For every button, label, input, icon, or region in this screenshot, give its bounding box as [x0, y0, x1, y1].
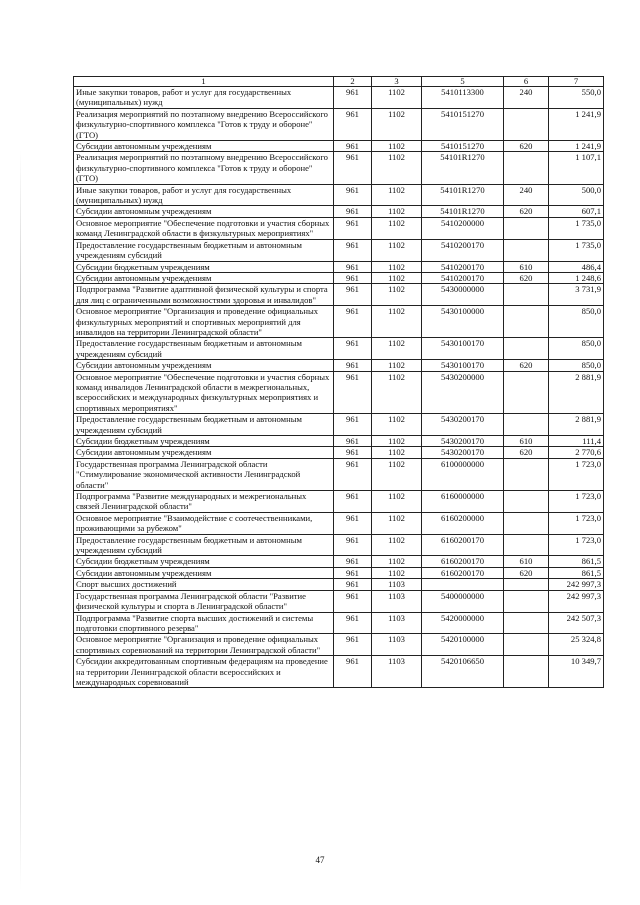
- table-row: [74, 590, 604, 612]
- cell-amount: 2 770,6: [549, 447, 604, 458]
- table-body: [74, 87, 604, 688]
- cell-name: Субсидии автономным учреждениям: [74, 141, 334, 152]
- cell-target-code: 5410151270: [422, 141, 504, 152]
- cell-amount: 10 349,7: [549, 656, 604, 688]
- cell-name: Основное мероприятие "Организация и проведение официальных физкультурных мероприятий и спортивных мероприятий для инвалидов на территории Ленинградской области": [74, 306, 334, 338]
- cell-name: Основное мероприятие "Организация и проведение официальных спортивных соревнований на территории Ленинградской области": [74, 634, 334, 656]
- header-col-6: 6: [504, 77, 549, 87]
- cell-amount: 2 881,9: [549, 414, 604, 436]
- cell-expense-type: [504, 239, 549, 261]
- table-row: [74, 458, 604, 490]
- cell-target-code: 5420100000: [422, 634, 504, 656]
- page-number: 47: [315, 855, 325, 865]
- cell-name: Субсидии аккредитованным спортивным федерациям на проведение на территории Ленинградской области всероссийских и международных соревнований: [74, 656, 334, 688]
- cell-name: Предоставление государственным бюджетным и автономным учреждениям субсидий: [74, 534, 334, 556]
- cell-target-code: 5430200170: [422, 436, 504, 447]
- cell-section-code: 1102: [372, 371, 422, 414]
- table-row: [74, 360, 604, 371]
- cell-expense-type: [504, 512, 549, 534]
- table-row: [74, 512, 604, 534]
- cell-amount: 242 507,3: [549, 612, 604, 634]
- table-row: [74, 184, 604, 206]
- cell-section-code: 1102: [372, 447, 422, 458]
- cell-section-code: 1102: [372, 206, 422, 217]
- cell-section-code: 1103: [372, 656, 422, 688]
- cell-amount: 607,1: [549, 206, 604, 217]
- cell-section-code: 1102: [372, 217, 422, 239]
- cell-expense-type: [504, 579, 549, 590]
- cell-expense-type: [504, 108, 549, 140]
- cell-admin-code: 961: [334, 491, 372, 513]
- cell-name: Государственная программа Ленинградской области "Развитие физической культуры и спорта в Ленинградской области": [74, 590, 334, 612]
- table-row: [74, 152, 604, 184]
- cell-target-code: 5430200170: [422, 447, 504, 458]
- cell-admin-code: 961: [334, 184, 372, 206]
- cell-expense-type: 610: [504, 261, 549, 272]
- cell-section-code: 1102: [372, 261, 422, 272]
- table-row: [74, 656, 604, 688]
- cell-target-code: 54101R1270: [422, 184, 504, 206]
- cell-section-code: 1102: [372, 360, 422, 371]
- cell-name: Реализация мероприятий по поэтапному внедрению Всероссийского физкультурно-спортивного комплекса "Готов к труду и обороне" (ГТО): [74, 152, 334, 184]
- cell-amount: 25 324,8: [549, 634, 604, 656]
- table-row: [74, 239, 604, 261]
- cell-target-code: 5410151270: [422, 108, 504, 140]
- cell-target-code: 5430100170: [422, 360, 504, 371]
- cell-expense-type: 240: [504, 184, 549, 206]
- cell-target-code: 5430100170: [422, 338, 504, 360]
- table-row: [74, 261, 604, 272]
- cell-name: Спорт высших достижений: [74, 579, 334, 590]
- cell-amount: 850,0: [549, 306, 604, 338]
- cell-section-code: 1102: [372, 414, 422, 436]
- cell-admin-code: 961: [334, 284, 372, 306]
- cell-admin-code: 961: [334, 512, 372, 534]
- cell-amount: 1 107,1: [549, 152, 604, 184]
- cell-expense-type: [504, 217, 549, 239]
- cell-amount: 2 881,9: [549, 371, 604, 414]
- cell-expense-type: [504, 656, 549, 688]
- cell-admin-code: 961: [334, 206, 372, 217]
- cell-section-code: 1102: [372, 152, 422, 184]
- cell-section-code: 1102: [372, 87, 422, 109]
- cell-amount: 1 723,0: [549, 458, 604, 490]
- cell-admin-code: 961: [334, 239, 372, 261]
- cell-section-code: 1103: [372, 612, 422, 634]
- cell-admin-code: 961: [334, 261, 372, 272]
- cell-amount: 500,0: [549, 184, 604, 206]
- table-row: [74, 217, 604, 239]
- cell-admin-code: 961: [334, 360, 372, 371]
- cell-target-code: 54101R1270: [422, 206, 504, 217]
- table-row: [74, 612, 604, 634]
- header-col-5: 5: [422, 77, 504, 87]
- table-row: [74, 567, 604, 578]
- cell-admin-code: 961: [334, 436, 372, 447]
- table-row: [74, 284, 604, 306]
- cell-target-code: 5410200170: [422, 272, 504, 283]
- cell-admin-code: 961: [334, 567, 372, 578]
- cell-expense-type: 620: [504, 141, 549, 152]
- table-row: [74, 371, 604, 414]
- cell-admin-code: 961: [334, 590, 372, 612]
- table-row: [74, 338, 604, 360]
- cell-admin-code: 961: [334, 141, 372, 152]
- cell-amount: 242 997,3: [549, 579, 604, 590]
- cell-target-code: 5410200170: [422, 239, 504, 261]
- cell-target-code: 5410113300: [422, 87, 504, 109]
- cell-admin-code: 961: [334, 447, 372, 458]
- cell-amount: 850,0: [549, 360, 604, 371]
- cell-amount: 1 735,0: [549, 239, 604, 261]
- cell-amount: 861,5: [549, 567, 604, 578]
- cell-admin-code: 961: [334, 612, 372, 634]
- cell-section-code: 1102: [372, 239, 422, 261]
- cell-target-code: 6100000000: [422, 458, 504, 490]
- cell-name: Реализация мероприятий по поэтапному внедрению Всероссийского физкультурно-спортивного комплекса "Готов к труду и обороне" (ГТО): [74, 108, 334, 140]
- cell-target-code: 5430000000: [422, 284, 504, 306]
- cell-amount: 1 723,0: [549, 534, 604, 556]
- cell-expense-type: 620: [504, 567, 549, 578]
- cell-target-code: 54101R1270: [422, 152, 504, 184]
- cell-section-code: 1102: [372, 306, 422, 338]
- cell-admin-code: 961: [334, 338, 372, 360]
- cell-admin-code: 961: [334, 272, 372, 283]
- cell-admin-code: 961: [334, 371, 372, 414]
- table-row: [74, 447, 604, 458]
- cell-admin-code: 961: [334, 108, 372, 140]
- cell-target-code: 5430200170: [422, 414, 504, 436]
- cell-section-code: 1103: [372, 579, 422, 590]
- cell-name: Субсидии автономным учреждениям: [74, 272, 334, 283]
- cell-admin-code: 961: [334, 634, 372, 656]
- table-row: [74, 141, 604, 152]
- header-col-3: 3: [372, 77, 422, 87]
- cell-name: Предоставление государственным бюджетным и автономным учреждениям субсидий: [74, 239, 334, 261]
- cell-expense-type: [504, 284, 549, 306]
- table-row: [74, 579, 604, 590]
- cell-name: Предоставление государственным бюджетным и автономным учреждениям субсидий: [74, 338, 334, 360]
- cell-section-code: 1103: [372, 590, 422, 612]
- cell-amount: 1 241,9: [549, 108, 604, 140]
- cell-name: Субсидии автономным учреждениям: [74, 567, 334, 578]
- header-col-2: 2: [334, 77, 372, 87]
- cell-amount: 850,0: [549, 338, 604, 360]
- cell-name: Подпрограмма "Развитие международных и межрегиональных связей Ленинградской области": [74, 491, 334, 513]
- table-row: [74, 414, 604, 436]
- cell-section-code: 1102: [372, 108, 422, 140]
- cell-name: Субсидии бюджетным учреждениям: [74, 436, 334, 447]
- cell-target-code: 5420106650: [422, 656, 504, 688]
- scan-edge-shadow: [20, 150, 21, 890]
- cell-expense-type: 620: [504, 206, 549, 217]
- cell-section-code: 1102: [372, 512, 422, 534]
- cell-admin-code: 961: [334, 87, 372, 109]
- cell-admin-code: 961: [334, 579, 372, 590]
- cell-section-code: 1102: [372, 184, 422, 206]
- cell-name: Субсидии бюджетным учреждениям: [74, 556, 334, 567]
- cell-expense-type: 620: [504, 360, 549, 371]
- cell-expense-type: [504, 634, 549, 656]
- cell-target-code: 6160200000: [422, 512, 504, 534]
- cell-target-code: [422, 579, 504, 590]
- cell-section-code: 1102: [372, 284, 422, 306]
- cell-amount: 242 997,3: [549, 590, 604, 612]
- cell-name: Основное мероприятие "Обеспечение подготовки и участия сборных команд инвалидов Ленинградской области в межрегиональных, всероссийских и международных физкультурных мероприятиях и спортивных мероприятиях": [74, 371, 334, 414]
- header-col-1: 1: [74, 77, 334, 87]
- cell-section-code: 1102: [372, 491, 422, 513]
- cell-name: Иные закупки товаров, работ и услуг для государственных (муниципальных) нужд: [74, 184, 334, 206]
- cell-admin-code: 961: [334, 458, 372, 490]
- cell-amount: 486,4: [549, 261, 604, 272]
- table-row: [74, 634, 604, 656]
- table-header: [74, 77, 604, 87]
- cell-target-code: 5420000000: [422, 612, 504, 634]
- cell-name: Подпрограмма "Развитие спорта высших достижений и системы подготовки спортивного резерва": [74, 612, 334, 634]
- cell-target-code: 6160000000: [422, 491, 504, 513]
- cell-admin-code: 961: [334, 217, 372, 239]
- cell-amount: 1 241,9: [549, 141, 604, 152]
- cell-target-code: 5410200000: [422, 217, 504, 239]
- cell-expense-type: [504, 590, 549, 612]
- cell-expense-type: [504, 152, 549, 184]
- cell-admin-code: 961: [334, 152, 372, 184]
- cell-section-code: 1102: [372, 272, 422, 283]
- cell-expense-type: [504, 612, 549, 634]
- cell-expense-type: 620: [504, 272, 549, 283]
- table-row: [74, 534, 604, 556]
- table-row: [74, 306, 604, 338]
- cell-amount: 3 731,9: [549, 284, 604, 306]
- cell-name: Основное мероприятие "Обеспечение подготовки и участия сборных команд Ленинградской области в физкультурных мероприятиях": [74, 217, 334, 239]
- table-row: [74, 436, 604, 447]
- cell-name: Субсидии автономным учреждениям: [74, 360, 334, 371]
- cell-admin-code: 961: [334, 414, 372, 436]
- cell-target-code: 6160200170: [422, 567, 504, 578]
- cell-name: Государственная программа Ленинградской области "Стимулирование экономической активности Ленинградской области": [74, 458, 334, 490]
- cell-expense-type: [504, 306, 549, 338]
- cell-expense-type: [504, 458, 549, 490]
- cell-expense-type: [504, 414, 549, 436]
- cell-name: Субсидии автономным учреждениям: [74, 206, 334, 217]
- cell-expense-type: 240: [504, 87, 549, 109]
- cell-expense-type: 610: [504, 556, 549, 567]
- table-row: [74, 108, 604, 140]
- cell-expense-type: [504, 371, 549, 414]
- cell-section-code: 1102: [372, 141, 422, 152]
- cell-admin-code: 961: [334, 556, 372, 567]
- table-row: [74, 556, 604, 567]
- cell-expense-type: [504, 491, 549, 513]
- cell-amount: 1 735,0: [549, 217, 604, 239]
- cell-amount: 111,4: [549, 436, 604, 447]
- cell-name: Предоставление государственным бюджетным и автономным учреждениям субсидий: [74, 414, 334, 436]
- cell-amount: 1 723,0: [549, 491, 604, 513]
- cell-admin-code: 961: [334, 656, 372, 688]
- cell-expense-type: [504, 534, 549, 556]
- cell-section-code: 1102: [372, 436, 422, 447]
- cell-name: Основное мероприятие "Взаимодействие с соотечественниками, проживающими за рубежом": [74, 512, 334, 534]
- cell-admin-code: 961: [334, 306, 372, 338]
- cell-section-code: 1102: [372, 556, 422, 567]
- cell-amount: 1 248,6: [549, 272, 604, 283]
- cell-expense-type: 620: [504, 447, 549, 458]
- cell-amount: 550,0: [549, 87, 604, 109]
- cell-expense-type: [504, 338, 549, 360]
- cell-name: Субсидии бюджетным учреждениям: [74, 261, 334, 272]
- table-row: [74, 206, 604, 217]
- cell-section-code: 1102: [372, 458, 422, 490]
- cell-target-code: 5410200170: [422, 261, 504, 272]
- cell-section-code: 1102: [372, 534, 422, 556]
- cell-amount: 861,5: [549, 556, 604, 567]
- cell-section-code: 1102: [372, 567, 422, 578]
- cell-target-code: 5400000000: [422, 590, 504, 612]
- cell-section-code: 1102: [372, 338, 422, 360]
- cell-name: Иные закупки товаров, работ и услуг для государственных (муниципальных) нужд: [74, 87, 334, 109]
- table-row: [74, 272, 604, 283]
- cell-section-code: 1103: [372, 634, 422, 656]
- cell-target-code: 6160200170: [422, 534, 504, 556]
- budget-table: [73, 76, 604, 688]
- cell-amount: 1 723,0: [549, 512, 604, 534]
- cell-target-code: 5430100000: [422, 306, 504, 338]
- cell-target-code: 5430200000: [422, 371, 504, 414]
- header-row: [74, 77, 604, 87]
- cell-admin-code: 961: [334, 534, 372, 556]
- cell-name: Субсидии автономным учреждениям: [74, 447, 334, 458]
- cell-name: Подпрограмма "Развитие адаптивной физической культуры и спорта для лиц с ограниченными возможностями здоровья и инвалидов": [74, 284, 334, 306]
- cell-expense-type: 610: [504, 436, 549, 447]
- cell-target-code: 6160200170: [422, 556, 504, 567]
- header-col-7: 7: [549, 77, 604, 87]
- table-row: [74, 87, 604, 109]
- table-row: [74, 491, 604, 513]
